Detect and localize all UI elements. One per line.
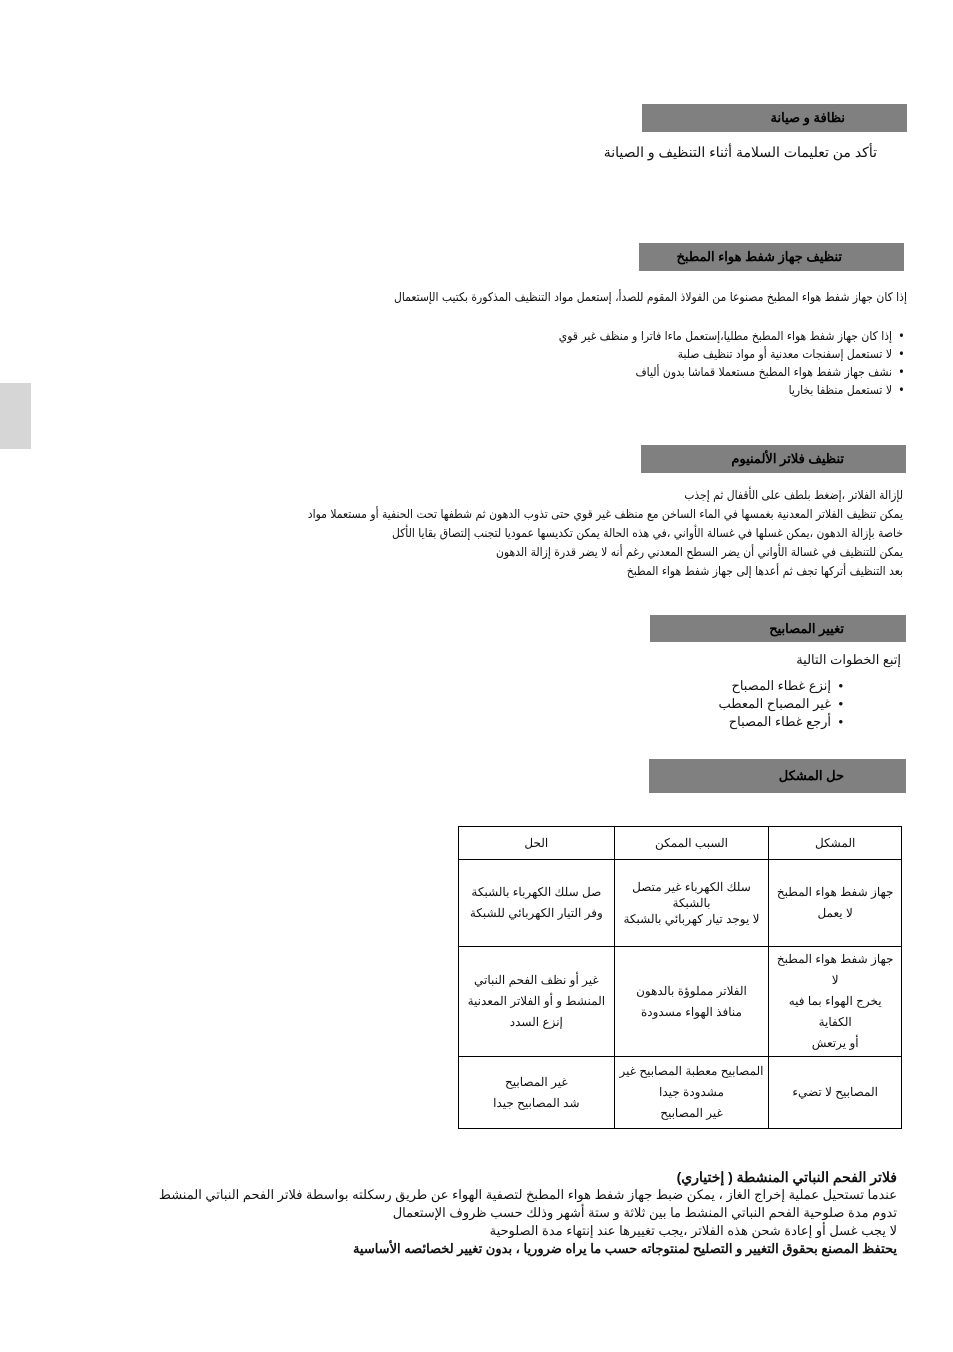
cell-line: جهاز شفط هواء المطبخ لا — [776, 952, 894, 987]
text-line: لا يجب غسل أو إعادة شحن هذه الفلاتر ،يجب تغييرها عند إنتهاء مدة الصلوحية — [489, 1223, 897, 1238]
list-item: أرجع غطاء المصباح • — [581, 713, 831, 731]
cell-line: بالشبكة — [672, 896, 711, 910]
table-row — [459, 1057, 902, 1129]
hood-intro: إذا كان جهاز شفط هواء المطبخ مصنوعا من الفولاذ المقوم للصدأ، إستعمل مواد التنظيف المذكورة بكتيب الإستعمال — [393, 290, 907, 304]
cell-problem — [769, 1057, 902, 1129]
cell-cause — [614, 947, 769, 1057]
cell-line: غير المصابيح — [660, 1106, 723, 1120]
text-line: يمكن للتنظيف في غسالة الأواني أن يضر السطح المعدني رغم أنه لا يضر قدرة إزالة الدهون — [496, 545, 903, 559]
cell-line: منافذ الهواء مسدودة — [641, 1004, 742, 1019]
text-line: يمكن تنظيف الفلاتر المعدنية بغمسها في الماء الساخن مع منظف غير قوي حتى تذوب الدهون ثم شطفها تحت الحنفية أو مستعملا مواد — [307, 507, 903, 521]
cell-line: غير المصابيح — [505, 1074, 568, 1089]
text-line: خاصة بإزالة الدهون ،يمكن غسلها في غسالة الأواني ،في هذه الحالة يمكن تكديسها عموديا لتجنب إلتصاق بقايا الأكل — [391, 526, 903, 540]
section-title: تغيير المصابيح — [769, 620, 844, 636]
carbon-title: فلاتر الفحم النباتي المنشطة ( إختياري) — [676, 1169, 897, 1185]
cell-line: المنشط و أو الفلاتر المعدنية — [467, 994, 606, 1008]
section-header-cleaning — [642, 104, 907, 132]
cell-line: لا يعمل — [817, 906, 853, 920]
list-item: لا تستعمل إسفنجات معدنية أو مواد تنظيف صلبة • — [592, 345, 892, 363]
cell-cause — [614, 860, 769, 947]
cell-solution — [459, 947, 615, 1057]
cleaning-text: تأكد من تعليمات السلامة أثناء التنظيف و الصيانة — [603, 144, 877, 160]
cell-line: الفلاتر مملوؤة بالدهون — [636, 983, 747, 998]
text-line: بعد التنظيف أتركها تجف ثم أعدها إلى جهاز شفط هواء المطبخ — [626, 564, 903, 578]
cell-line: صل سلك الكهرباء بالشبكة — [471, 885, 602, 899]
table-row — [459, 947, 902, 1057]
cell-line: وفر التيار الكهربائي للشبكة — [469, 906, 603, 920]
table-row — [459, 860, 902, 947]
cell-line: مشدودة جيدا — [659, 1085, 724, 1099]
lamps-intro: إتبع الخطوات التالية — [796, 652, 901, 667]
list-item: إنزع غطاء المصباح • — [581, 677, 831, 695]
cell-cause — [614, 1057, 769, 1129]
side-tab-marker — [0, 383, 31, 449]
text-line: لإزالة الفلاتر ،إضغط بلطف على الأقفال ثم إجذب — [684, 488, 903, 502]
manufacturer-notice: يحتفظ المصنع بحقوق التغيير و التصليح لمنتوجاته حسب ما يراه ضروريا ، بدون تغيير لخصائصه الأساسية — [352, 1241, 897, 1256]
list-item: لا تستعمل منظفا بخاريا • — [592, 381, 892, 399]
cell-solution — [459, 1057, 615, 1129]
header-solution: الحل — [459, 827, 615, 860]
cell-problem — [769, 947, 902, 1057]
cell-line: يخرج الهواء بما فيه الكفاية — [788, 994, 882, 1029]
list-item: نشف جهاز شفط هواء المطبخ مستعملا قماشا بدون ألياف • — [592, 363, 892, 381]
text-line: عندما تستحيل عملية إخراج الغاز ، يمكن ضبط جهاز شفط هواء المطبخ لتصفية الهواء عن طريق رسكلته بواسطة فلاتر الفحم النباتي المنشط — [158, 1187, 897, 1202]
troubleshooting-table — [458, 826, 902, 1129]
section-header-filters — [641, 445, 906, 473]
cell-line: إنزع السدد — [509, 1015, 563, 1029]
section-header-hood — [639, 243, 904, 271]
cell-line: سلك الكهرباء غير متصل — [632, 880, 751, 894]
section-title: نظافة و صيانة — [770, 110, 845, 125]
section-title: تنظيف جهاز شفط هواء المطبخ — [676, 249, 842, 264]
list-item: إذا كان جهاز شفط هواء المطبخ مطليا،إستعمل ماءا فاترا و منظف غير قوي • — [592, 327, 892, 345]
section-title: تنظيف فلاتر الألمنيوم — [731, 451, 844, 466]
cell-line: المصابيح معطبة المصابيح غير — [619, 1064, 764, 1078]
cell-line: أو يرتعش — [811, 1036, 859, 1050]
table-header-row — [459, 827, 902, 860]
section-header-trouble — [649, 759, 906, 793]
filters-text — [308, 486, 903, 581]
lamps-bullets — [581, 677, 831, 731]
header-problem: المشكل — [769, 827, 902, 860]
cell-solution — [459, 860, 615, 947]
cell-line: غير أو نظف الفحم النباتي — [474, 973, 599, 987]
cell-line: شد المصابيح جيدا — [493, 1095, 580, 1110]
cell-line: المصابيح لا تضيء — [792, 1085, 878, 1099]
cell-problem — [769, 860, 902, 947]
header-cause: السبب الممكن — [614, 827, 769, 860]
section-title: حل المشكل — [778, 768, 844, 783]
text-line: تدوم مدة صلوحية الفحم النباتي المنشط ما بين ثلاثة و ستة أشهر وذلك حسب ظروف الإستعمال — [392, 1205, 897, 1220]
carbon-section — [159, 1168, 897, 1258]
hood-bullets — [558, 327, 892, 399]
section-header-lamps — [650, 615, 906, 642]
cell-line: جهاز شفط هواء المطبخ — [776, 885, 894, 899]
cell-line: لا يوجد تيار كهربائي بالشبكة — [623, 912, 760, 926]
list-item: غير المصباح المعطب • — [581, 695, 831, 713]
